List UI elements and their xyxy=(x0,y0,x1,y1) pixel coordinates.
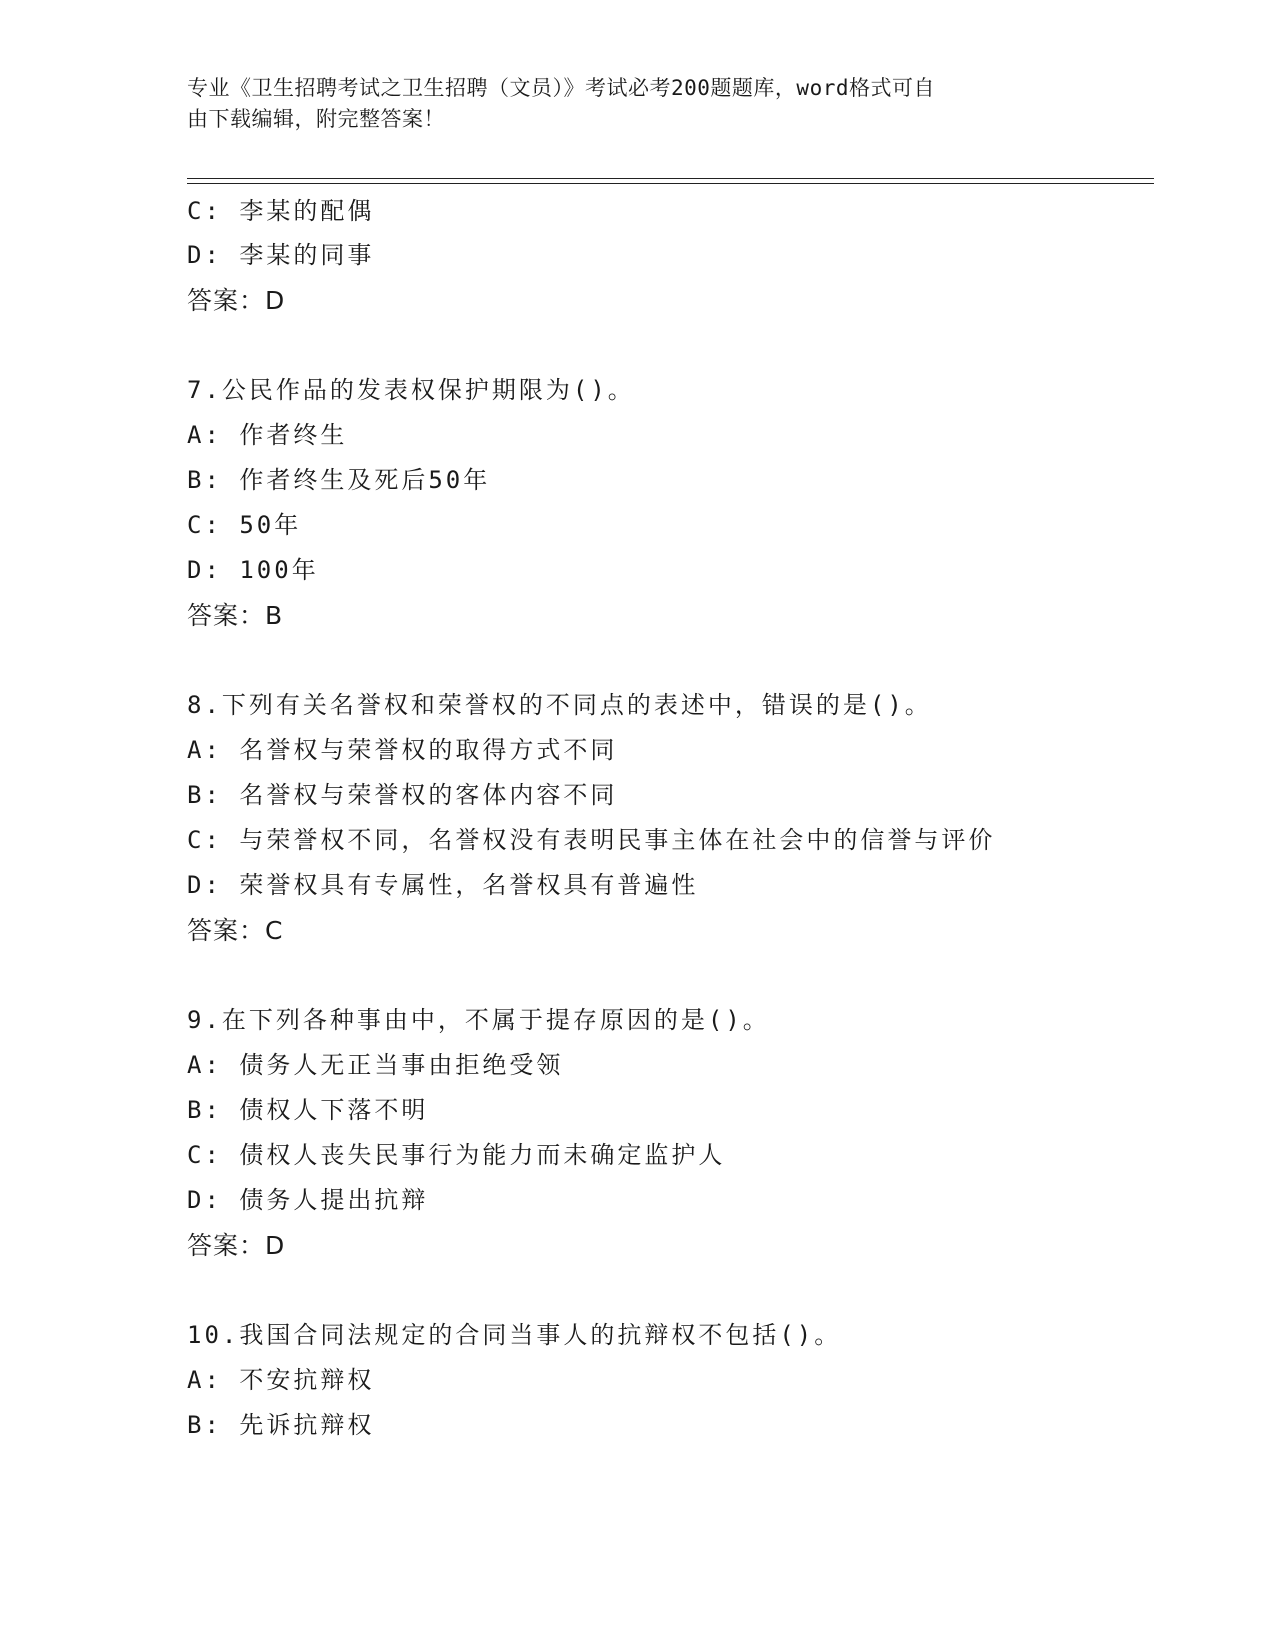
header-line-1: 专业《卫生招聘考试之卫生招聘（文员）》考试必考200题题库，word格式可自 xyxy=(187,76,935,100)
question-8-option-a: A: 名誉权与荣誉权的取得方式不同 xyxy=(187,736,618,764)
question-9-text: 9.在下列各种事由中，不属于提存原因的是()。 xyxy=(187,1006,770,1034)
question-8-text: 8.下列有关名誉权和荣誉权的不同点的表述中，错误的是()。 xyxy=(187,691,932,719)
question-10-option-a: A: 不安抗辩权 xyxy=(187,1366,375,1394)
question-10-text: 10.我国合同法规定的合同当事人的抗辩权不包括()。 xyxy=(187,1321,842,1349)
header-line-2: 由下载编辑，附完整答案！ xyxy=(187,107,445,131)
question-8-answer: 答案：C xyxy=(187,916,284,945)
prev-question-answer: 答案：D xyxy=(187,286,286,315)
question-7-option-d: D: 100年 xyxy=(187,556,319,584)
question-9-answer: 答案：D xyxy=(187,1231,286,1260)
question-9-option-c: C: 债权人丧失民事行为能力而未确定监护人 xyxy=(187,1141,726,1169)
question-7-option-a: A: 作者终生 xyxy=(187,421,348,449)
prev-question-option-d: D: 李某的同事 xyxy=(187,241,375,269)
question-8-option-c: C: 与荣誉权不同，名誉权没有表明民事主体在社会中的信誉与评价 xyxy=(187,826,996,854)
question-7-text: 7.公民作品的发表权保护期限为()。 xyxy=(187,376,635,404)
question-9-option-a: A: 债务人无正当事由拒绝受领 xyxy=(187,1051,564,1079)
question-7-answer: 答案：B xyxy=(187,601,284,630)
question-10-option-b: B: 先诉抗辩权 xyxy=(187,1411,375,1439)
header-divider-top xyxy=(187,178,1154,179)
header-divider-bottom xyxy=(187,183,1154,184)
question-9-option-d: D: 债务人提出抗辩 xyxy=(187,1186,429,1214)
document-header xyxy=(187,73,1087,135)
question-8-option-b: B: 名誉权与荣誉权的客体内容不同 xyxy=(187,781,618,809)
question-8-option-d: D: 荣誉权具有专属性，名誉权具有普遍性 xyxy=(187,871,699,899)
prev-question-option-c: C: 李某的配偶 xyxy=(187,197,375,225)
question-7-option-b: B: 作者终生及死后50年 xyxy=(187,466,491,494)
question-9-option-b: B: 债权人下落不明 xyxy=(187,1096,429,1124)
question-7-option-c: C: 50年 xyxy=(187,511,302,539)
